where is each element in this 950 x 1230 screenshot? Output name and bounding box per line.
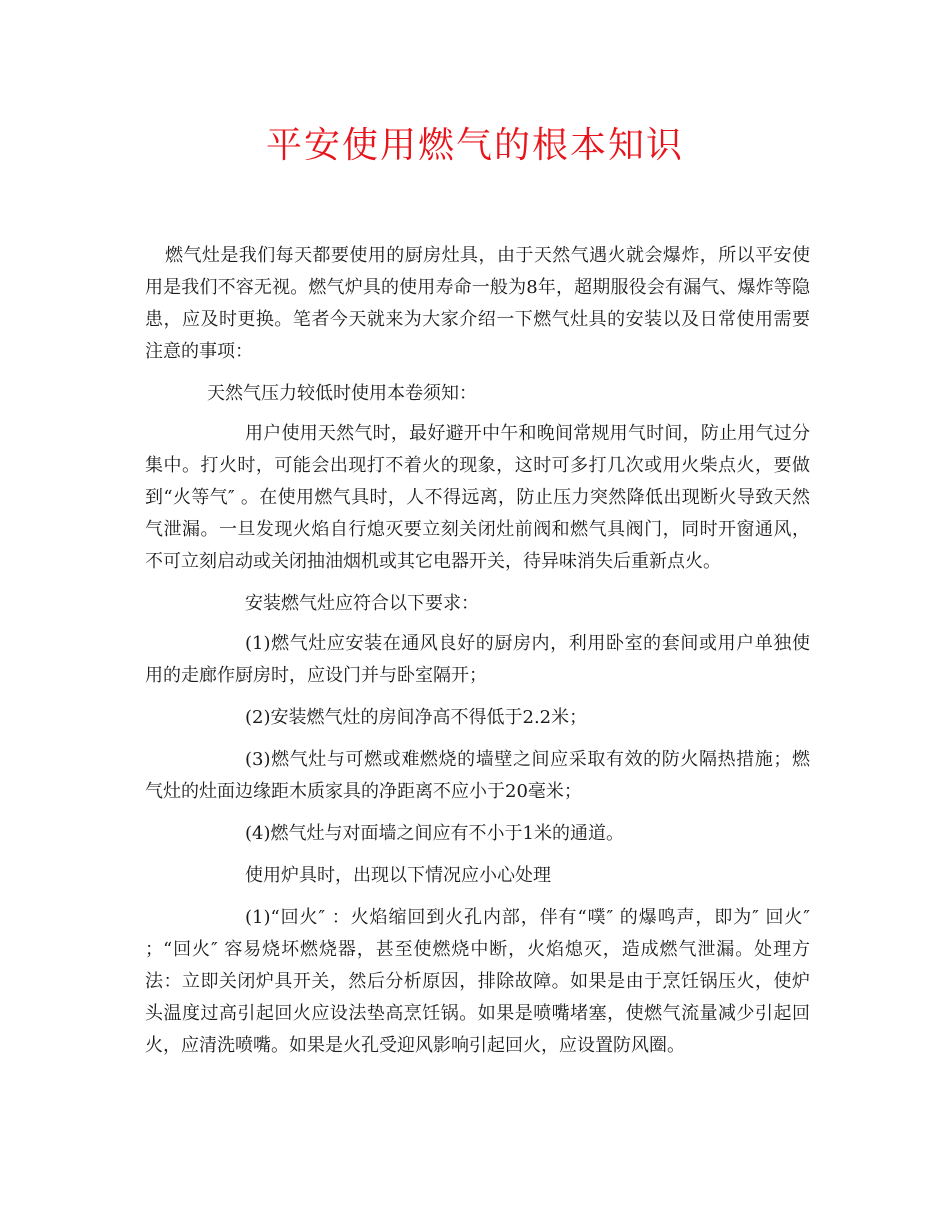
- paragraph-install-item-2: (2)安装燃气灶的房间净高不得低于2.2米；: [245, 707, 588, 728]
- paragraph-install-heading: 安装燃气灶应符合以下要求：: [245, 593, 479, 614]
- paragraph-low-pressure-notes: 用户使用天然气时，最好避开中午和晚间常规用气时间，防止用气过分集中。打火时，可能会出现打不着火的现象，这时可多打几次或用火柴点火，要做到“火等气″ 。在使用燃气具时，人不得远离，防止压力突然降低出现断火导致天然气泄漏。一旦发现火焰自行熄灭要立刻关闭灶前阀和燃气具阀门，同时开窗通风，不可立刻启动或关闭抽油烟机或其它电器开关，待异味消失后重新点火。: [145, 423, 810, 572]
- paragraph-intro: 燃气灶是我们每天都要使用的厨房灶具，由于天然气遇火就会爆炸，所以平安使用是我们不容无视。燃气炉具的使用寿命一般为8年，超期服役会有漏气、爆炸等隐患，应及时更换。笔者今天就来为大家介绍一下燃气灶具的安装以及日常使用需要注意的事项：: [145, 245, 810, 362]
- paragraph-usage-item-1: (1)“回火″ ：火焰缩回到火孔内部，伴有“噗″ 的爆鸣声，即为″ 回火″ ；“回火″ 容易烧坏燃烧器，甚至使燃烧中断，火焰熄灭，造成燃气泄漏。处理方法：立即关闭炉具开关，然后分析原因，排除故障。如果是由于烹饪锅压火，使炉头温度过高引起回火应设法垫高烹饪锅。如果是喷嘴堵塞，使燃气流量减少引起回火，应清洗喷嘴。如果是火孔受迎风影响引起回火，应设置防风圈。: [145, 907, 810, 1056]
- paragraph-install-item-3: (3)燃气灶与可燃或难燃烧的墙壁之间应采取有效的防火隔热措施；燃气灶的灶面边缘距木质家具的净距离不应小于20毫米；: [145, 749, 810, 802]
- paragraph-install-item-1: (1)燃气灶应安装在通风良好的厨房内，利用卧室的套间或用户单独使用的走廊作厨房时，应设门并与卧室隔开；: [145, 633, 810, 686]
- paragraph-usage-heading: 使用炉具时，出现以下情况应小心处理: [245, 865, 551, 886]
- paragraph-low-pressure-heading: 天然气压力较低时使用本卷须知：: [207, 383, 477, 404]
- document-body: [145, 240, 810, 1072]
- document-title: 平安使用燃气的根本知识: [265, 125, 684, 166]
- paragraph-install-item-4: (4)燃气灶与对面墙之间应有不小于1米的通道。: [245, 823, 624, 844]
